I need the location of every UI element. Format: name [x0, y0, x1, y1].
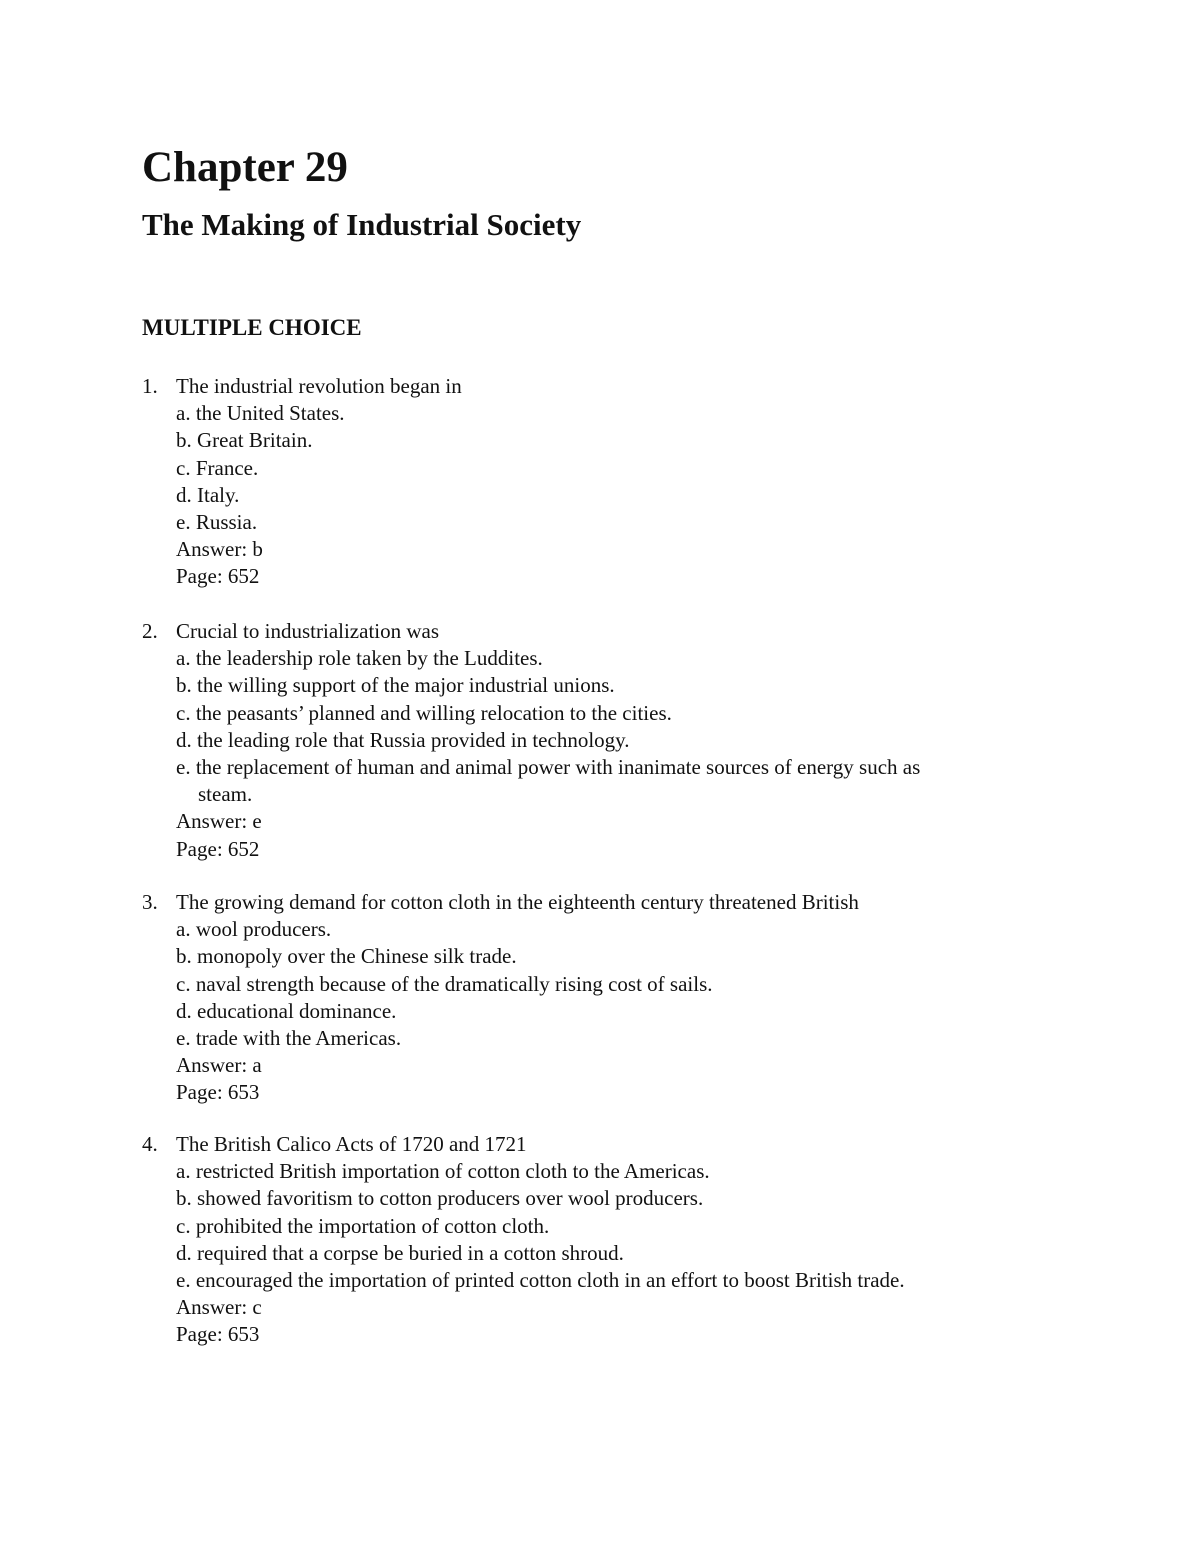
question-stem-line: [142, 889, 1042, 916]
option-b: b. the willing support of the major industrial unions.: [176, 673, 615, 698]
page-reference: Page: 653: [176, 1322, 260, 1347]
option-e: e. Russia.: [176, 509, 258, 534]
chapter-title: The Making of Industrial Society: [142, 207, 582, 242]
question-4: [142, 1131, 1042, 1349]
option-c: c. prohibited the importation of cotton cloth.: [176, 1213, 550, 1238]
section-heading: MULTIPLE CHOICE: [142, 315, 362, 340]
question-3: [142, 889, 1042, 1107]
option-b: b. showed favoritism to cotton producers over wool producers.: [176, 1186, 704, 1211]
option-d: d. Italy.: [176, 482, 240, 507]
option-c: c. the peasants’ planned and willing relocation to the cities.: [176, 700, 672, 725]
option-e: e. encouraged the importation of printed cotton cloth in an effort to boost British trade.: [176, 1267, 905, 1292]
question-2: [142, 618, 1042, 863]
question-stem: The industrial revolution began in: [176, 374, 462, 398]
chapter-number: Chapter 29: [142, 144, 348, 191]
question-number: 1.: [142, 374, 158, 398]
question-stem: The growing demand for cotton cloth in the eighteenth century threatened British: [176, 890, 859, 914]
option-a: a. the leadership role taken by the Luddites.: [176, 646, 543, 671]
page-reference: Page: 652: [176, 564, 260, 589]
question-stem-line: [142, 373, 1042, 400]
answer-key: Answer: b: [176, 537, 263, 562]
option-b: b. Great Britain.: [176, 428, 313, 453]
option-c: c. France.: [176, 455, 259, 480]
question-stem-line: [142, 1131, 1042, 1158]
answer-key: Answer: a: [176, 1053, 262, 1078]
option-e: e. the replacement of human and animal power with inanimate sources of energy such as: [176, 754, 921, 779]
option-a: a. restricted British importation of cotton cloth to the Americas.: [176, 1159, 710, 1184]
option-b: b. monopoly over the Chinese silk trade.: [176, 944, 517, 969]
page-reference: Page: 653: [176, 1080, 260, 1105]
question-stem-line: [142, 618, 1042, 645]
question-number: 4.: [142, 1132, 158, 1156]
option-c: c. naval strength because of the dramatically rising cost of sails.: [176, 971, 713, 996]
question-number: 3.: [142, 890, 158, 914]
question-number: 2.: [142, 619, 158, 643]
question-1: [142, 373, 1042, 591]
option-a: a. wool producers.: [176, 917, 332, 942]
option-a: a. the United States.: [176, 401, 345, 426]
answer-key: Answer: e: [176, 809, 262, 834]
option-e-continuation: steam.: [198, 782, 253, 807]
answer-key: Answer: c: [176, 1295, 262, 1320]
option-d: d. educational dominance.: [176, 998, 397, 1023]
option-d: d. required that a corpse be buried in a cotton shroud.: [176, 1240, 624, 1265]
question-stem: Crucial to industrialization was: [176, 619, 440, 643]
option-d: d. the leading role that Russia provided in technology.: [176, 727, 630, 752]
question-stem: The British Calico Acts of 1720 and 1721: [176, 1132, 527, 1156]
page-reference: Page: 652: [176, 836, 260, 861]
option-e: e. trade with the Americas.: [176, 1025, 402, 1050]
